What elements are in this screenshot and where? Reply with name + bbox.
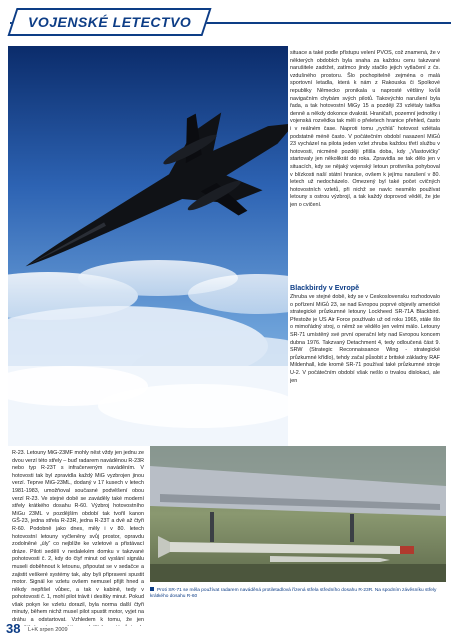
section-header [0, 0, 451, 50]
column-1-text: R-23. Letouny MiG-23MF mohly něst vždy jen jednu ze dvou verzí této střely – buď radarem naváděnou R-23R nebo typ R-23T s infračerveným naváděním. V hotovosti tak byl zpravidla každý MiG vyzbrojen jinou verzí. Teprve MiG-23ML, dodaný v 17 kusech v letech 1981-1983, umožňoval současné podvěšení obou verzí R-23. Ve stejné době se zaváděly také moderní střely krátkého dosahu R-60. Výzbroj hotovostního MiGu 23ML v pozdějším období tak tvořil kanon GŠ-23, jedna střela R-23R, jedna R-23T a dvě až čtyři R-60. Podobně jako dnes, měly i v 80. letech hotovostní letouny vyčleněny svůj prostor, opravdu zodolněné „úly“ co nejblíže ke vzletové a přistávací dráze. Piloti sedělí v nedalekém domku v takzvané pohotovosti č. 2, kdy do čtyř minut od vyslání signálu museli doběhnout k letounu, připoutat se v sedačce a zajistit veškeré systémy tak, aby byli připraveni spustit motor. Signál ke vzletu ovšem nemusel přijít hned a někdy nepřišel vůbec, a tak v kabině, tedy v pohotovosti č. 1, mohl pilot trávit i desítky minut. Pokud však pokyn ke vzletu dorazil, byla norma další čtyři minuty, během nichž musel pilot spustit motor, vyjet na dráhu a odstartovat. Vzhledem k tomu, že jen [12, 450, 144, 624]
article-column-3-top [290, 50, 440, 280]
article-column-1 [12, 450, 144, 626]
article-column-3-bottom [290, 294, 440, 439]
photo-caption [150, 587, 444, 601]
issue-folio: L+K srpen 2009 [28, 627, 68, 633]
section-title: VOJENSKÉ LETECTVO [28, 14, 192, 30]
column-3-bottom-text: Zhruba ve stejné době, kdy se v Československu rozhodovalo o pořízení MiGů 23, se nad Evropou poprvé objevily americké strategické průzkumné letouny Lockheed SR-71A Blackbird. Přestože je US Air Force používalo už od roku 1965, stále šlo o mimořádný stroj, o němž se vědělo jen velmi málo. Letouny SR-71 umístěný své první operační lety nad Evropou koncem dubna 1976. Takzvaný Detachment 4, tedy odloučená část 9. SRW (Strategic Reconnaissance Wing - strategické průzkumné křídlo), tehdy začal působit z britské základny RAF Mildenhall, kde kromě SR-71 používal také průzkumné stroje U-2. V počátečním období však nešlo o trvalou dislokaci, ale jen [290, 294, 440, 384]
section-tab [7, 8, 211, 36]
mig23-missile-photo [150, 446, 446, 582]
caption-bullet-icon [150, 587, 154, 591]
section-subheading: Blackbirdy v Evropě [290, 283, 360, 292]
sr71-blackbird-photo [8, 46, 288, 446]
column-3-top-text: situace a také podle přístupu velení PVOS, což znamená, že v některých obdobích byla snaha za každou cenu takzvané narušitele zadržet, zatímco jindy stačilo jejich vytlačení z čs. vzdušného prostoru. Šlo pochopitelně zejména o malá sportovní letadla, která k nám z Rakouska či Spolkové republiky Německo pronikala u naprosté většiny kvůli navigačním chybám svých pilotů. Takovýchto narušení byla řada, a tak hotovostní MiGy 15 a později 23 vzlétaly takřka denně a někdy dokonce dvakrát. Hraničaři, pozemní jednotky i vojenská rozvědka tak měli o přeletech hranice přehled, často i v reálném čase. Naproti tomu „rychlá“ hotovost vzlétala podstatně méně často. V počátečním období nasazení MiGů 23 vycházel na pilota jeden vzlet zhruba každou třetí službu v hotovosti, nicméně později přišla doba, kdy „Vlastovičky“ startovaly jen několikrát do roka. Zpravidla se tak dělo jen v situacích, kdy se nějaký vojenský letoun protivníka pohyboval v blízkosti naší státní hranice, ovšem k jejímu narušení v 80. letech už nedocházelo. Omezený byl také počet cvičných hotovostních vzletů, při nichž se navíc nesmělo používat letouny s ostrou výzbrojí, a tak každý doprovod věděl, že jde jen o cvičení. [290, 50, 440, 208]
caption-text: Proti SR-71 se měla používat radarem naváděná protiletadlová řízená střela středního dosahu R-23R. Na spodním závěsníku střely krátkého dosahu R-60 [150, 588, 437, 600]
page-number: 38 [6, 621, 21, 636]
